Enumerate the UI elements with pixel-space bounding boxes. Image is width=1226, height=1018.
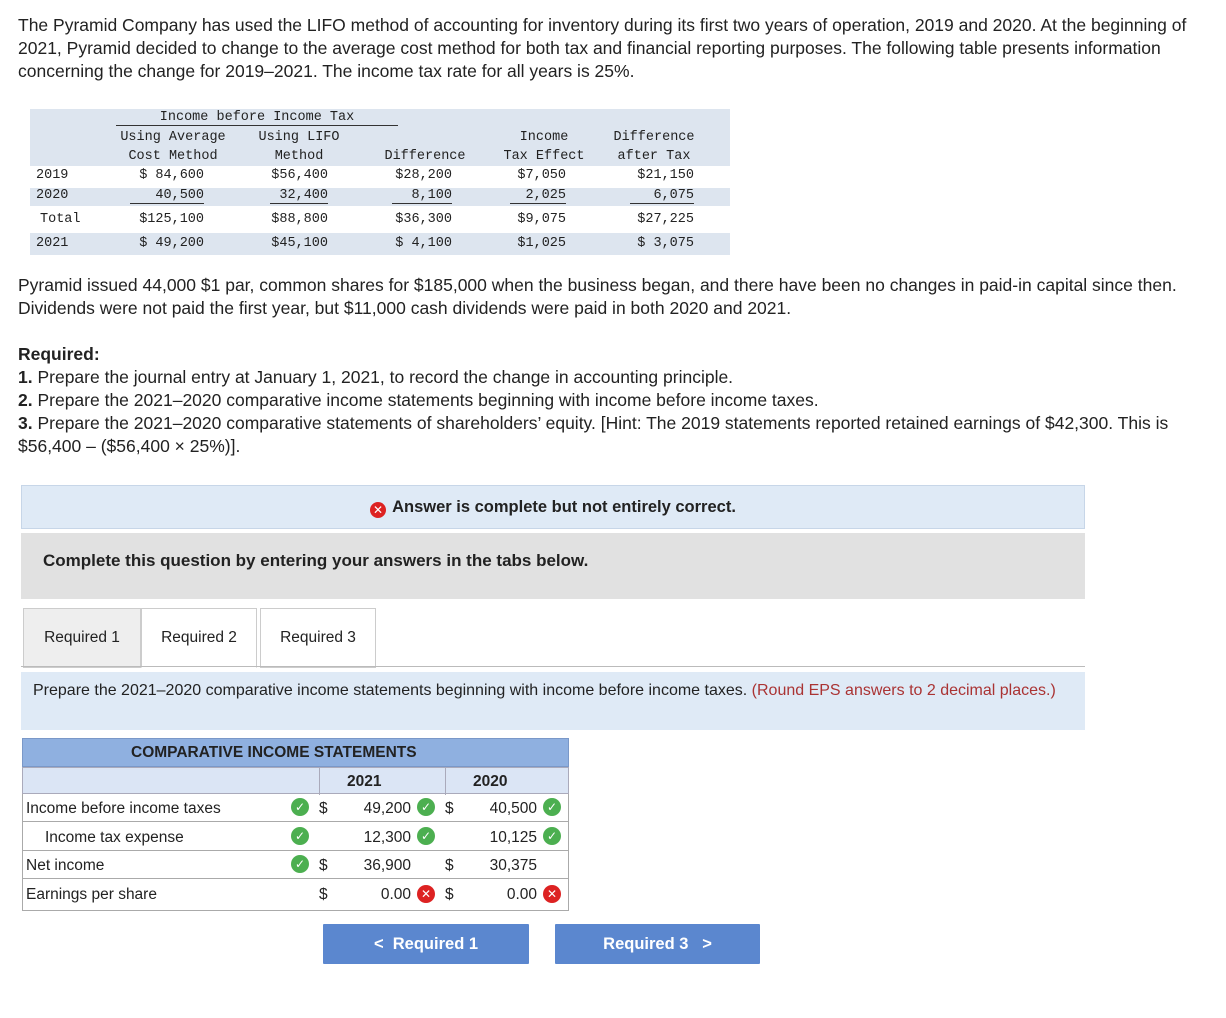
tab-required-3[interactable]: Required 3 <box>260 608 376 668</box>
cell-tax: $9,075 <box>517 212 566 227</box>
tab-divider <box>21 666 1085 667</box>
statement-title: COMPARATIVE INCOME STATEMENTS <box>131 744 417 761</box>
table-row <box>22 879 569 911</box>
required-section <box>18 343 1208 458</box>
input-2020-eps[interactable]: 0.00 <box>506 886 537 903</box>
currency-symbol: $ <box>319 800 328 817</box>
table-row <box>22 822 569 851</box>
cell-after: 6,075 <box>630 188 694 204</box>
cell-diff: 8,100 <box>392 188 452 204</box>
cell-lifo: $45,100 <box>271 236 328 251</box>
status-text: Answer is complete but not entirely correct. <box>392 498 736 516</box>
cell-tax: 2,025 <box>510 188 566 204</box>
check-circle-icon: ✓ <box>543 827 561 845</box>
currency-symbol: $ <box>319 857 328 874</box>
col-after-line1: Difference <box>613 130 695 145</box>
check-circle-icon: ✓ <box>417 798 435 816</box>
input-2020-income-tax-expense[interactable]: 10,125 <box>489 829 537 846</box>
cell-lifo: 32,400 <box>270 188 328 204</box>
cell-after: $27,225 <box>637 212 694 227</box>
col-avg-line1: Using Average <box>120 130 226 145</box>
row-label: Total <box>40 212 81 227</box>
col-diff: Difference <box>384 149 466 164</box>
row-label: Income before income taxes <box>26 800 221 817</box>
shares-paragraph: Pyramid issued 44,000 $1 par, common shares for $185,000 when the business began, and there have been no changes in paid-in capital since then. Dividends were not paid the first year, but $11,000 cash dividends were paid in both 2020 and 2021. <box>18 275 1177 318</box>
col-tax-line1: Income <box>519 130 569 145</box>
instruction-text: Complete this question by entering your answers in the tabs below. <box>43 551 589 570</box>
value-2021-net-income: 36,900 <box>363 857 411 874</box>
prompt-note: (Round EPS answers to 2 decimal places.) <box>751 682 1056 699</box>
row-label: Net income <box>26 857 105 874</box>
group-header: Income before Income Tax <box>116 110 398 126</box>
problem-intro: The Pyramid Company has used the LIFO method of accounting for inventory during its first two years of operation, 2019 and 2020. At the beginning of 2021, Pyramid decided to change to the average cost method for both tax and financial reporting purposes. The following table presents information concerning the change for 2019–2021. The income tax rate for all years is 25%. <box>18 15 1187 81</box>
prev-button-label: Required 1 <box>392 935 479 953</box>
input-2020-income-before-taxes[interactable]: 40,500 <box>489 800 537 817</box>
cell-after: $ 3,075 <box>637 236 694 251</box>
row-label: 2021 <box>36 236 69 251</box>
check-circle-icon: ✓ <box>291 827 309 845</box>
check-circle-icon: ✓ <box>291 798 309 816</box>
currency-symbol: $ <box>445 857 454 874</box>
required-item-2: 2. Prepare the 2021–2020 comparative income statements beginning with income before income taxes. <box>18 390 819 410</box>
currency-symbol: $ <box>445 800 454 817</box>
prev-required-button[interactable] <box>323 924 529 964</box>
col-2021: 2021 <box>347 773 382 790</box>
x-circle-icon: ✕ <box>417 885 435 903</box>
cell-avg: $ 49,200 <box>139 236 204 251</box>
input-2021-income-tax-expense[interactable]: 12,300 <box>363 829 411 846</box>
cell-lifo: $88,800 <box>271 212 328 227</box>
statement-title-row <box>22 738 569 767</box>
table-row <box>22 794 569 822</box>
input-2021-eps[interactable]: 0.00 <box>380 886 411 903</box>
table-row <box>22 851 569 879</box>
question-prompt <box>21 672 1085 730</box>
currency-symbol: $ <box>445 886 454 903</box>
chevron-right-icon: > <box>702 935 712 953</box>
col-tax-line2: Tax Effect <box>503 149 585 164</box>
income-statement-table <box>22 738 569 912</box>
col-lifo-line1: Using LIFO <box>258 130 340 145</box>
cell-diff: $28,200 <box>395 168 452 183</box>
col-after-line2: after Tax <box>617 149 691 164</box>
cell-tax: $1,025 <box>517 236 566 251</box>
row-label: Earnings per share <box>26 886 157 903</box>
required-heading: Required: <box>18 344 100 364</box>
next-button-label: Required 3 <box>603 935 689 953</box>
row-label: 2020 <box>36 188 69 203</box>
cell-diff: $36,300 <box>395 212 452 227</box>
cell-lifo: $56,400 <box>271 168 328 183</box>
prompt-text: Prepare the 2021–2020 comparative income statements beginning with income before income taxes. <box>33 682 748 699</box>
currency-symbol: $ <box>319 886 328 903</box>
cell-avg: $ 84,600 <box>139 168 204 183</box>
input-2021-income-before-taxes[interactable]: 49,200 <box>363 800 411 817</box>
cell-avg: 40,500 <box>130 188 204 204</box>
chevron-left-icon: < <box>373 935 384 953</box>
check-circle-icon: ✓ <box>417 827 435 845</box>
col-avg-line2: Cost Method <box>128 149 218 164</box>
next-required-button[interactable] <box>555 924 760 964</box>
tab-required-1[interactable]: Required 1 <box>23 608 141 668</box>
inventory-change-table <box>30 109 730 255</box>
tab-required-2[interactable]: Required 2 <box>141 608 257 668</box>
cell-after: $21,150 <box>637 168 694 183</box>
row-label: Income tax expense <box>45 829 184 846</box>
statement-column-headers <box>22 767 569 794</box>
row-label: 2019 <box>36 168 69 183</box>
cell-tax: $7,050 <box>517 168 566 183</box>
cell-diff: $ 4,100 <box>395 236 452 251</box>
required-item-3: 3. Prepare the 2021–2020 comparative statements of shareholders’ equity. [Hint: The 2019 statements reported retained earnings of $42,300. This is $56,400 – ($56,400 × 25%)]. <box>18 413 1169 456</box>
value-2020-net-income: 30,375 <box>489 857 537 874</box>
col-2020: 2020 <box>473 773 508 790</box>
x-circle-icon: ✕ <box>370 502 386 518</box>
x-circle-icon: ✕ <box>543 885 561 903</box>
required-item-1: 1. Prepare the journal entry at January 1, 2021, to record the change in accounting principle. <box>18 367 734 387</box>
answer-status-banner <box>21 485 1085 529</box>
instruction-banner <box>21 533 1085 599</box>
cell-avg: $125,100 <box>139 212 204 227</box>
col-lifo-line2: Method <box>274 149 324 164</box>
check-circle-icon: ✓ <box>291 855 309 873</box>
check-circle-icon: ✓ <box>543 798 561 816</box>
